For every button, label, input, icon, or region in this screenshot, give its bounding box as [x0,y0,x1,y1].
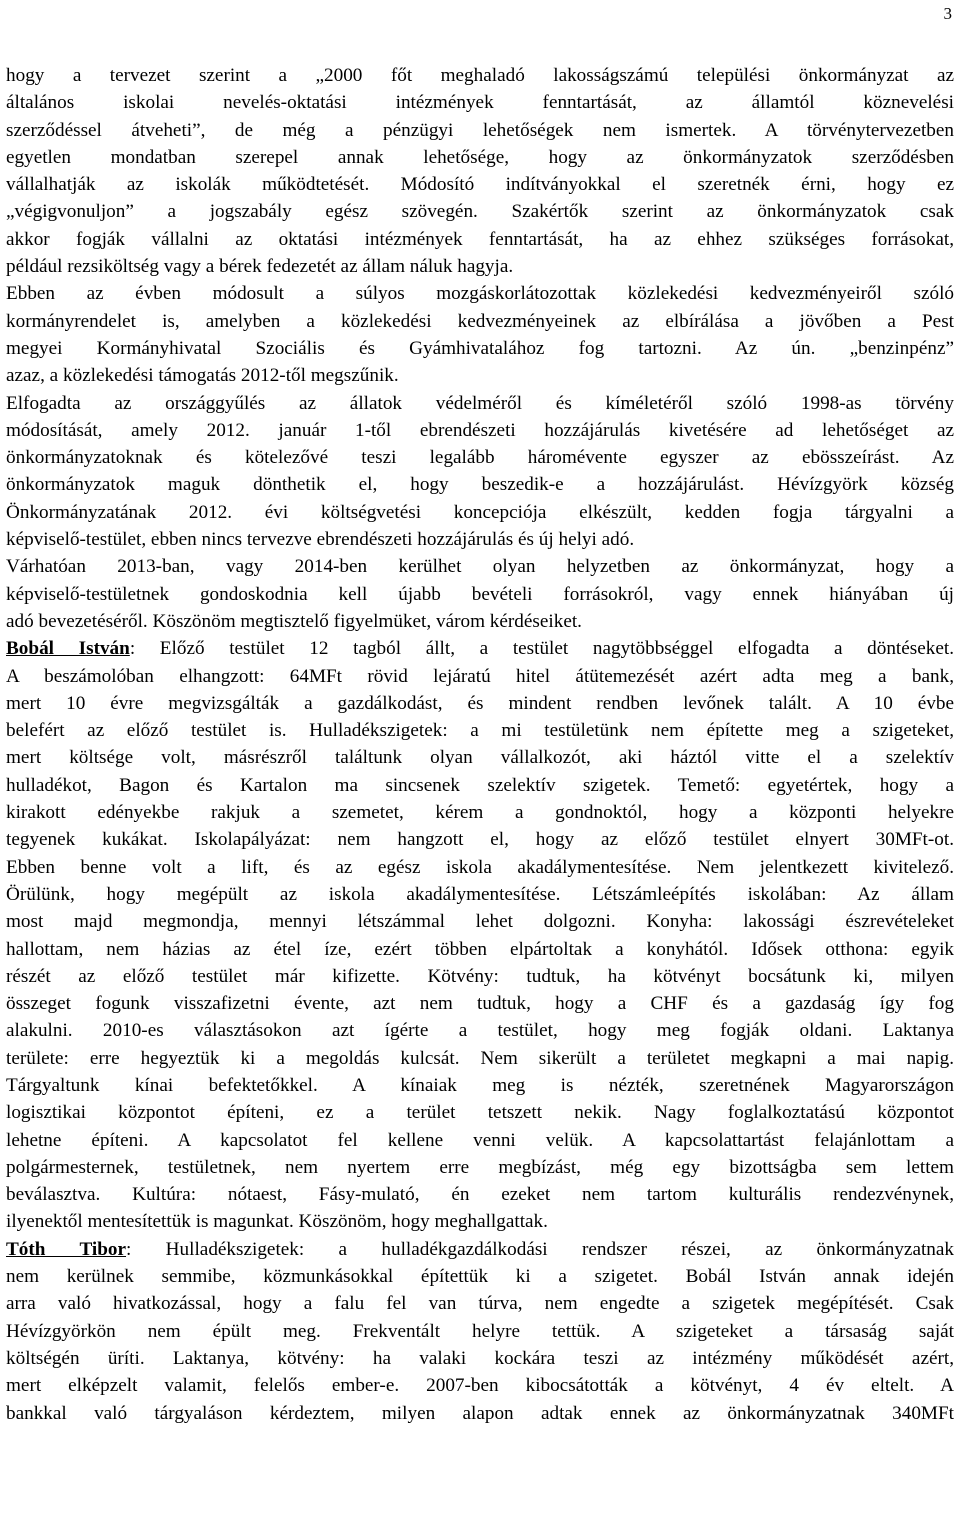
line-text: megyei Kormányhivatal Szociális és Gyámhivatalához fog tartozni. Az ún. „benzinpénz” [6,337,954,359]
line-text: részét az előző testület már kifizette. Kötvény: tudtuk, ha kötvényt bocsátunk ki, milyen [6,965,954,987]
line-text: : Előző testület 12 tagból állt, a testület nagytöbbséggel elfogadta a döntéseket. [129,638,954,660]
text-line [6,1181,954,1208]
text-line [6,444,954,471]
line-text: költségén üríti. Laktanya, kötvény: ha valaki kockára teszi az intézmény működését azért, [6,1347,954,1369]
text-line [6,171,954,198]
text-line [6,826,954,853]
line-text: általános iskolai nevelés-oktatási intézmények fenntartását, az államtól köznevelési [6,92,954,114]
text-line [6,471,954,498]
line-text: Várhatóan 2013-ban, vagy 2014-ben kerülhet olyan helyzetben az önkormányzat, hogy a [6,556,954,578]
line-text: Ebben az évben módosult a súlyos mozgáskorlátozottak közlekedési kedvezményeiről szóló [6,283,954,305]
text-line [6,1099,954,1126]
line-text: Ebben benne volt a lift, és az egész iskola akadálymentesítése. Nem jelentkezett kivitelező. [6,856,954,878]
line-text: például rezsiköltség vagy a bérek fedezetét az állam náluk hagyja. [6,256,514,278]
line-text: Elfogadta az országgyűlés az állatok védelméről és kíméletéről szóló 1998-as törvény [6,392,954,414]
text-line [6,1208,954,1235]
line-text: szerződéssel átveheti”, de még a pénzügyi lehetőségek nem ismertek. A törvénytervezetben [6,119,954,141]
line-text: logisztikai központot építeni, ez a terület tetszett nekik. Nagy foglalkoztatású központot [6,1102,954,1124]
line-text: A beszámolóban elhangzott: 64MFt rövid lejáratú hitel átütemezését azért adta meg a bank, [6,665,954,687]
line-text: mert elképzelt valamit, felelős ember-e. 2007-ben kibocsátották a kötvényt, 4 év eltelt. A [6,1375,954,1397]
text-line [6,1154,954,1181]
line-text: Hévízgyörkön nem épült meg. Frekventált helyre tettük. A szigeteket a társaság saját [6,1320,954,1342]
text-line [6,772,954,799]
text-line [6,1372,954,1399]
line-text: képviselő-testület, ebben nincs tervezve ebrendészeti hozzájárulás és új helyi adó. [6,529,635,551]
line-text: : Hulladékszigetek: a hulladékgazdálkodási rendszer részei, az önkormányzatnak [126,1238,954,1260]
text-line [6,1400,954,1427]
text-line [6,117,954,144]
line-text: lehetne építeni. A kapcsolatot fel kellene venni velük. A kapcsolattartást felajánlottam a [6,1129,954,1151]
text-line [6,1345,954,1372]
line-text: önkormányzatok maguk dönthetik el, hogy beszedik-e a hozzájárulást. Hévízgyörk község [6,474,954,496]
line-text: hulladékot, Bagon és Kartalon ma sincsenek szelektív szigetek. Temető: egyetértek, hogy a [6,774,954,796]
text-line [6,663,954,690]
line-text: beválasztva. Kultúra: nótaest, Fásy-mulató, én ezeket nem tartom kulturális rendezvénynek, [6,1184,954,1206]
text-line [6,799,954,826]
text-line [6,744,954,771]
line-text: mert költsége volt, másrészről találtunk olyan vállalkozót, aki háztól vitte el a szelektív [6,747,954,769]
text-line [6,1045,954,1072]
speaker-name: Bobál István [6,638,130,660]
line-text: önkormányzatoknak és kötelezővé teszi legalább háromévente egyszer az ebösszeírást. Az [6,447,954,469]
line-text: adó bevezetéséről. Köszönöm megtisztelő figyelmüket, várom kérdéseiket. [6,610,582,632]
text-line [6,908,954,935]
text-line [6,690,954,717]
line-text: Örülünk, hogy megépült az iskola akadálymentesítése. Létszámleépítés iskolában: Az állam [6,883,954,905]
text-line [6,553,954,580]
text-line [6,1127,954,1154]
line-text: alakulni. 2010-es választásokon azt ígérte a testület, hogy meg fogják oldani. Laktanya [6,1020,954,1042]
text-line [6,390,954,417]
text-line [6,62,954,89]
line-text: Önkormányzatának 2012. évi költségvetési koncepciója elkészült, kedden fogja tárgyalni a [6,501,954,523]
line-text: tegyenek kukákat. Iskolapályázat: nem hangzott el, hogy az előző testület elnyert 30MFt-ot. [6,829,954,851]
text-line [6,1017,954,1044]
line-text: akkor fogják vállalni az oktatási intézmények fenntartását, ha az ehhez szükséges forrásokat, [6,228,954,250]
line-text: most majd megmondja, mennyi létszámmal lehet dolgozni. Konyha: lakossági észrevételeket [6,911,954,933]
text-line [6,1263,954,1290]
line-text: ilyenektől mentesítettük is magunkat. Köszönöm, hogy meghallgattak. [6,1211,548,1233]
document-body [6,62,954,1427]
line-text: nem kerülnek semmibe, közmunkásokkal építettük ki a szigetet. Bobál István annak idején [6,1266,954,1288]
line-text: bankkal való tárgyaláson kérdeztem, milyen alapon adtak ennek az önkormányzatnak 340MFt [6,1402,954,1424]
text-line [6,253,954,280]
text-line [6,417,954,444]
line-text: egyetlen mondatban szerepel annak lehetősége, hogy az önkormányzatok szerződésben [6,146,954,168]
text-line [6,1290,954,1317]
text-line [6,963,954,990]
text-line [6,280,954,307]
line-text: területe: erre hegyeztük ki a megoldás kulcsát. Nem sikerült a területet megkapni a mai napig. [6,1047,954,1069]
line-text: kormányrendelet is, amelyben a közlekedési kedvezményeinek az elbírálása a jövőben a Pest [6,310,954,332]
line-text: hogy a tervezet szerint a „2000 főt meghaladó lakosságszámú települési önkormányzat az [6,65,954,86]
text-line [6,854,954,881]
text-line [6,936,954,963]
line-text: „végigvonuljon” a jogszabály egész szövegén. Szakértők szerint az önkormányzatok csak [6,201,954,223]
speaker-name: Tóth Tibor [6,1238,127,1260]
text-line [6,226,954,253]
text-line [6,144,954,171]
line-text: azaz, a közlekedési támogatás 2012-től megszűnik. [6,365,399,387]
text-line [6,198,954,225]
text-line [6,335,954,362]
text-line [6,308,954,335]
line-text: Tárgyaltunk kínai befektetőkkel. A kínaiak meg is nézték, szeretnének Magyarországon [6,1074,954,1096]
text-line [6,608,954,635]
text-line [6,581,954,608]
line-text: polgármesternek, testületnek, nem nyertem erre megbízást, még egy bizottságba sem lettem [6,1156,954,1178]
text-line [6,1072,954,1099]
line-text: belefért az előző testület is. Hulladékszigetek: a mi testületünk nem építette meg a szigeteket, [6,720,954,742]
text-line [6,362,954,389]
line-text: vállalhatják az iskolák működtetését. Módosító indítványokkal el szeretnék érni, hogy ez [6,174,954,196]
text-line [6,89,954,116]
line-text: mert 10 évre megvizsgálták a gazdálkodást, és mindent rendben levőnek talált. A 10 évbe [6,692,954,714]
page-number: 3 [943,4,952,23]
line-text: képviselő-testületnek gondoskodnia kell újabb bevételi forrásokról, vagy ennek hiányában új [6,583,954,605]
line-text: hallottam, nem házias az étel íze, ezért többen elpártoltak a konyhától. Idősek otthona: egyik [6,938,954,960]
line-text: kirakott edényekbe rakjuk a szemetet, kérem a gondnoktól, hogy a központi helyekre [6,802,954,824]
text-line [6,717,954,744]
text-line [6,1318,954,1345]
text-line [6,499,954,526]
line-text: módosítását, amely 2012. január 1-től ebrendészeti hozzájárulás kivetésére ad lehetőséget az [6,419,954,441]
text-line [6,990,954,1017]
line-text: összeget fogunk visszafizetni évente, azt nem tudtuk, hogy a CHF és a gazdaság így fog [6,993,954,1015]
line-text: arra való hivatkozással, hogy a falu fel van túrva, nem engedte a szigetek megépítését. Csak [6,1293,954,1315]
text-line [6,1236,954,1263]
text-line [6,635,954,662]
text-line [6,881,954,908]
text-line [6,526,954,553]
